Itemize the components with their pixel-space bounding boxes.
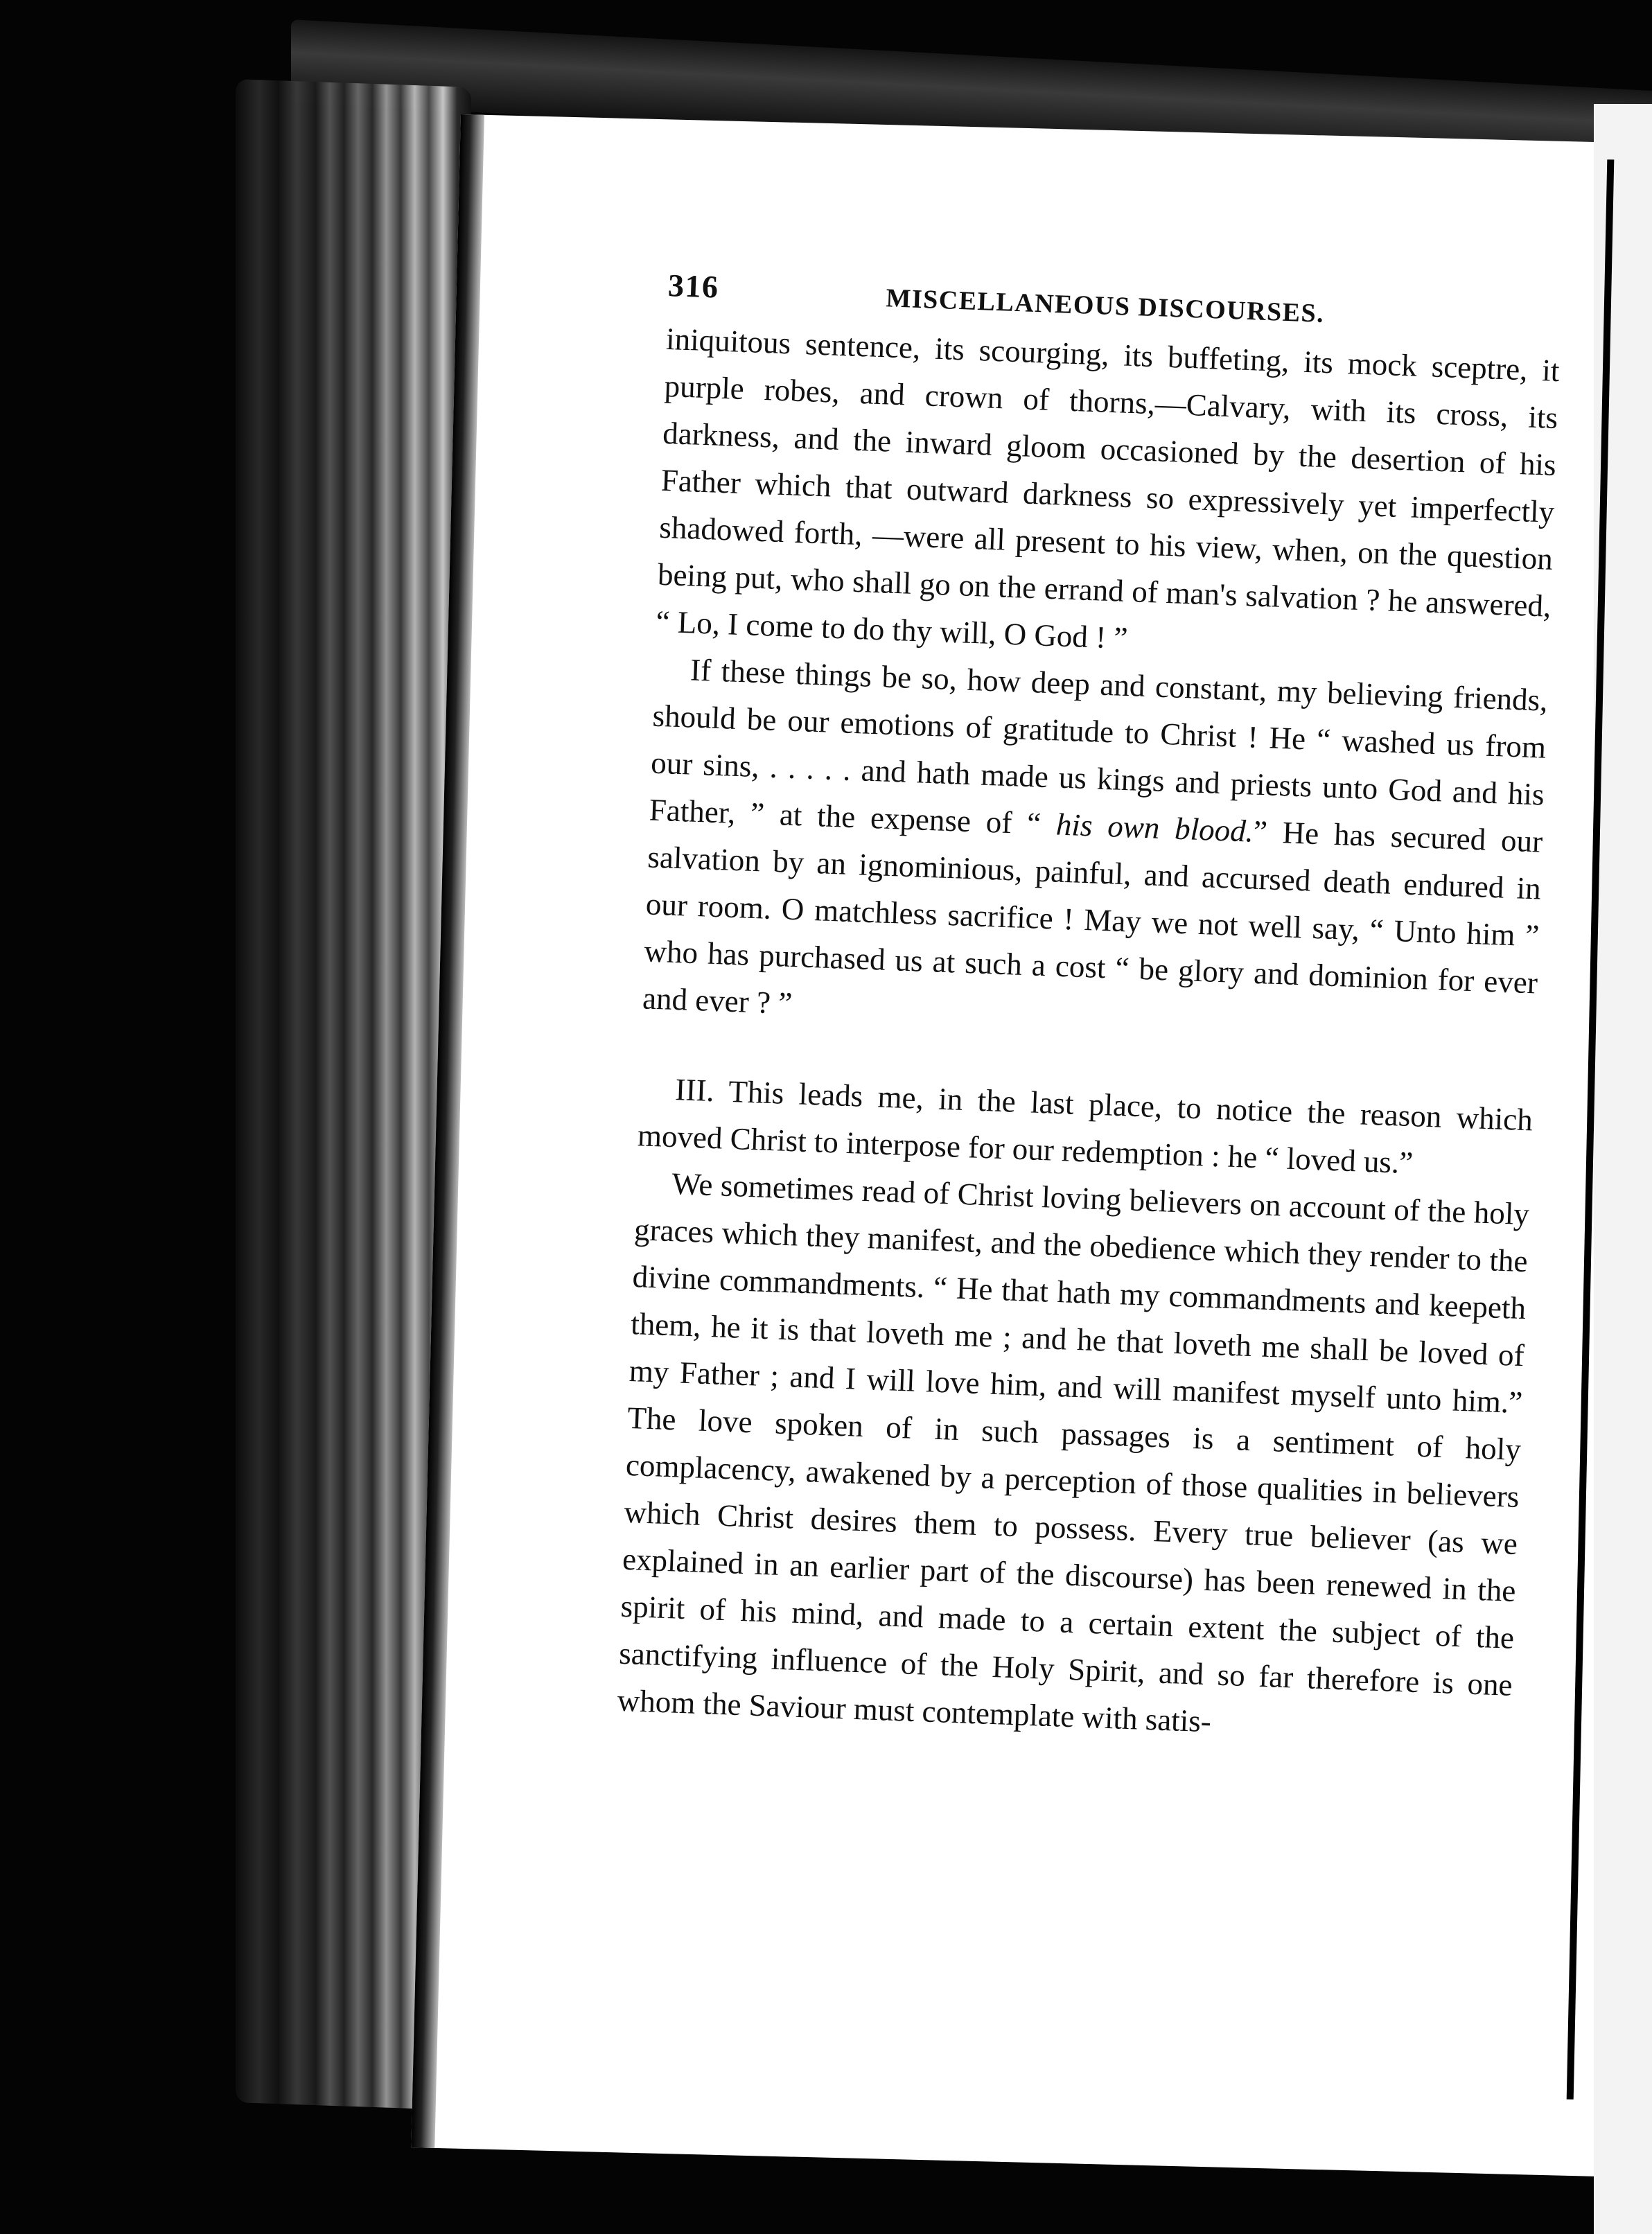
running-title: MISCELLANEOUS DISCOURSES. [885,283,1325,328]
page-text [617,267,1562,1756]
page-number: 316 [667,267,720,305]
paragraph-continuation: iniquitous sentence, its scourging, its buffeting, its mock sceptre, it purple robes, and crown of thorns,—Calvary, with its cross, its darkness, and the inward gloom occasioned by the desertion of his Father which that outward darkness so expressively yet imperfectly shadowed forth, —were all present to his view, when, on the question being put, who shall go on the errand of man's salvation ? he answered, “ Lo, I come to do thy will, O God ! ” [655,321,1561,656]
paragraph-gratitude [642,645,1549,1054]
paragraph-text: ” He has secured our salvation by an ignominious, painful, and accursed death endured in our room. O matchless sacrifice ! May we not well say, “ Unto him ” who has purchased us at such a cost “ be glory and dominion for ever and ever ? ” [642,813,1544,1021]
paragraph-section-three: III. This leads me, in the last place, to notice the reason which moved Christ to interpose for our redemption : he “ loved us.” [637,1072,1534,1181]
paragraph-love: We sometimes read of Christ loving believers on account of the holy graces which they manifest, and the obedience which they render to the divine commandments. “ He that hath my commandments and keepeth them, he it is that loveth me ; and he that loveth me shall be loved of my Father ; and I will love him, and will manifest myself unto him.” The love spoken of in such passages is a sentiment of holy complacency, awakened by a perception of those qualities in believers which Christ desires them to possess. Every true believer (as we explained in an earlier part of the discourse) has been renewed in the spirit of his mind, and made to a certain extent the subject of the sanctifying influence of the Holy Spirit, and so far therefore is one whom the Saviour must contemplate with satis- [617,1166,1530,1739]
italic-quote: his own blood. [1040,806,1254,849]
paragraph-text: If these things be so, how deep and constant, my believing friends, should be our emotions of gratitude to Christ ! He “ washed us from our sins, . . . . . and hath made us kings and priests unto God and his Father, ” at the expense of “ [649,652,1549,841]
